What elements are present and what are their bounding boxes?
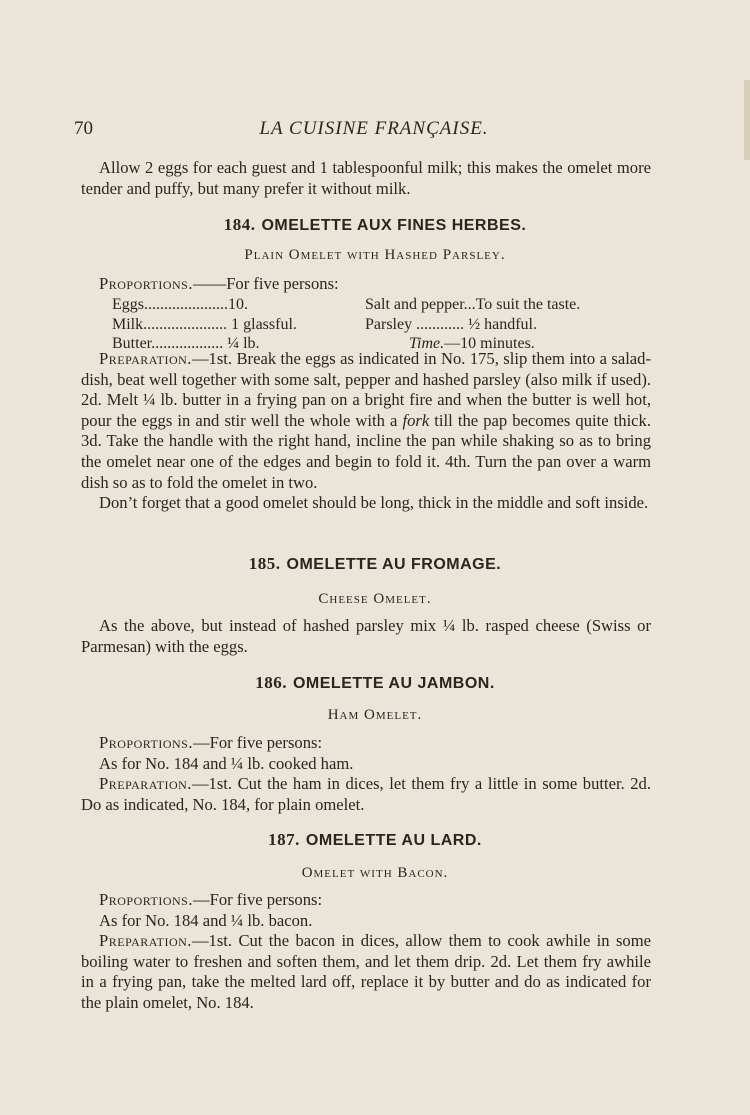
preparation-label: Preparation. bbox=[99, 349, 192, 368]
ingredients-table bbox=[112, 295, 652, 354]
proportions-label: Proportions. bbox=[99, 890, 194, 909]
ingredient-left: Butter.................. ¼ lb. bbox=[112, 335, 260, 352]
recipe-185-heading bbox=[75, 554, 675, 574]
as-for-line: As for No. 184 and ¼ lb. bacon. bbox=[99, 910, 313, 930]
as-for-line: As for No. 184 and ¼ lb. cooked ham. bbox=[99, 753, 354, 773]
ingredient-right: Salt and pepper...To suit the taste. bbox=[365, 296, 581, 313]
ingredient-left: Eggs.....................10. bbox=[112, 296, 248, 313]
ingredient-left: Milk..................... 1 glassful. bbox=[112, 315, 297, 333]
intro-paragraph: Allow 2 eggs for each guest and 1 tablespoonful milk; this makes the omelet more tender and puffy, but many prefer it without milk. bbox=[81, 158, 651, 198]
recipe-187-subtitle: Omelet with Bacon. bbox=[301, 865, 449, 881]
recipe-title: OMELETTE AU FROMAGE. bbox=[286, 556, 502, 573]
recipe-title: OMELETTE AU LARD. bbox=[305, 832, 482, 849]
recipe-number: 185. bbox=[248, 554, 281, 573]
recipe-186-body: Proportions.—For five persons: As for No. 184 and ¼ lb. cooked ham. Preparation.—1st. Cut the ham in dices, let them fry a little in some butter. 2d. Do as indicated, No. 184, for plain omelet. bbox=[81, 733, 651, 814]
recipe-title: OMELETTE AUX FINES HERBES. bbox=[261, 217, 527, 234]
running-title: LA CUISINE FRANÇAISE. bbox=[259, 118, 489, 139]
recipe-title: OMELETTE AU JAMBON. bbox=[292, 675, 495, 692]
page-header bbox=[74, 118, 674, 144]
recipe-187-heading bbox=[75, 830, 675, 850]
recipe-186-heading bbox=[75, 673, 675, 693]
recipe-187-body: Proportions.—For five persons: As for No. 184 and ¼ lb. bacon. Preparation.—1st. Cut the bacon in dices, allow them to cook awhile in some boiling water to freshen and soften them, and let them drip. 2d. Let them fry awhile in a frying pan, take the melted lard off, replace it by butter and do as indicated for the plain omelet, No. 184. bbox=[81, 890, 651, 1012]
recipe-184-preparation: Preparation.—1st. Break the eggs as indicated in No. 175, slip them into a salad-dish, beat well together with some salt, pepper and hashed parsley (also milk if used). 2d. Melt ¼ lb. butter in a frying pan on a bright fire and when the butter is well hot, pour the eggs in and stir well the whole with a fork till the pap becomes quite thick. 3d. Take the handle with the right hand, incline the pan while shaking so as to bring the omelet near one of the edges and begin to fold it. 4th. Turn the pan over a warm dish so as to fold the omelet in two. Don’t forget that a good omelet should be long, thick in the middle and soft inside. bbox=[81, 349, 651, 513]
ingredient-row bbox=[112, 315, 652, 335]
recipe-number: 184. bbox=[223, 215, 256, 234]
preparation-label: Preparation. bbox=[99, 774, 192, 794]
recipe-186-subtitle: Ham Omelet. bbox=[327, 707, 423, 723]
recipe-number: 187. bbox=[268, 830, 300, 849]
page-number: 70 bbox=[74, 118, 93, 139]
recipe-number: 186. bbox=[255, 673, 287, 692]
ingredient-right: Time.—10 minutes. bbox=[409, 335, 535, 352]
page-edge bbox=[744, 80, 750, 160]
recipe-184-note: Don’t forget that a good omelet should be long, thick in the middle and soft inside. bbox=[99, 493, 649, 513]
preparation-label: Preparation. bbox=[99, 931, 192, 951]
recipe-185-text: As the above, but instead of hashed parsley mix ¼ lb. rasped cheese (Swiss or Parmesan) with the eggs. bbox=[81, 616, 651, 656]
proportions-label: Proportions. bbox=[99, 274, 194, 293]
recipe-185-subtitle: Cheese Omelet. bbox=[318, 591, 432, 607]
recipe-184-heading bbox=[75, 215, 675, 235]
recipe-184-subtitle: Plain Omelet with Hashed Parsley. bbox=[244, 247, 506, 263]
ingredient-right: Parsley ............ ½ handful. bbox=[365, 315, 537, 333]
proportions-label: Proportions. bbox=[99, 733, 194, 752]
ingredient-row bbox=[112, 295, 652, 315]
recipe-184-proportions: Proportions.——For five persons: bbox=[99, 274, 339, 293]
